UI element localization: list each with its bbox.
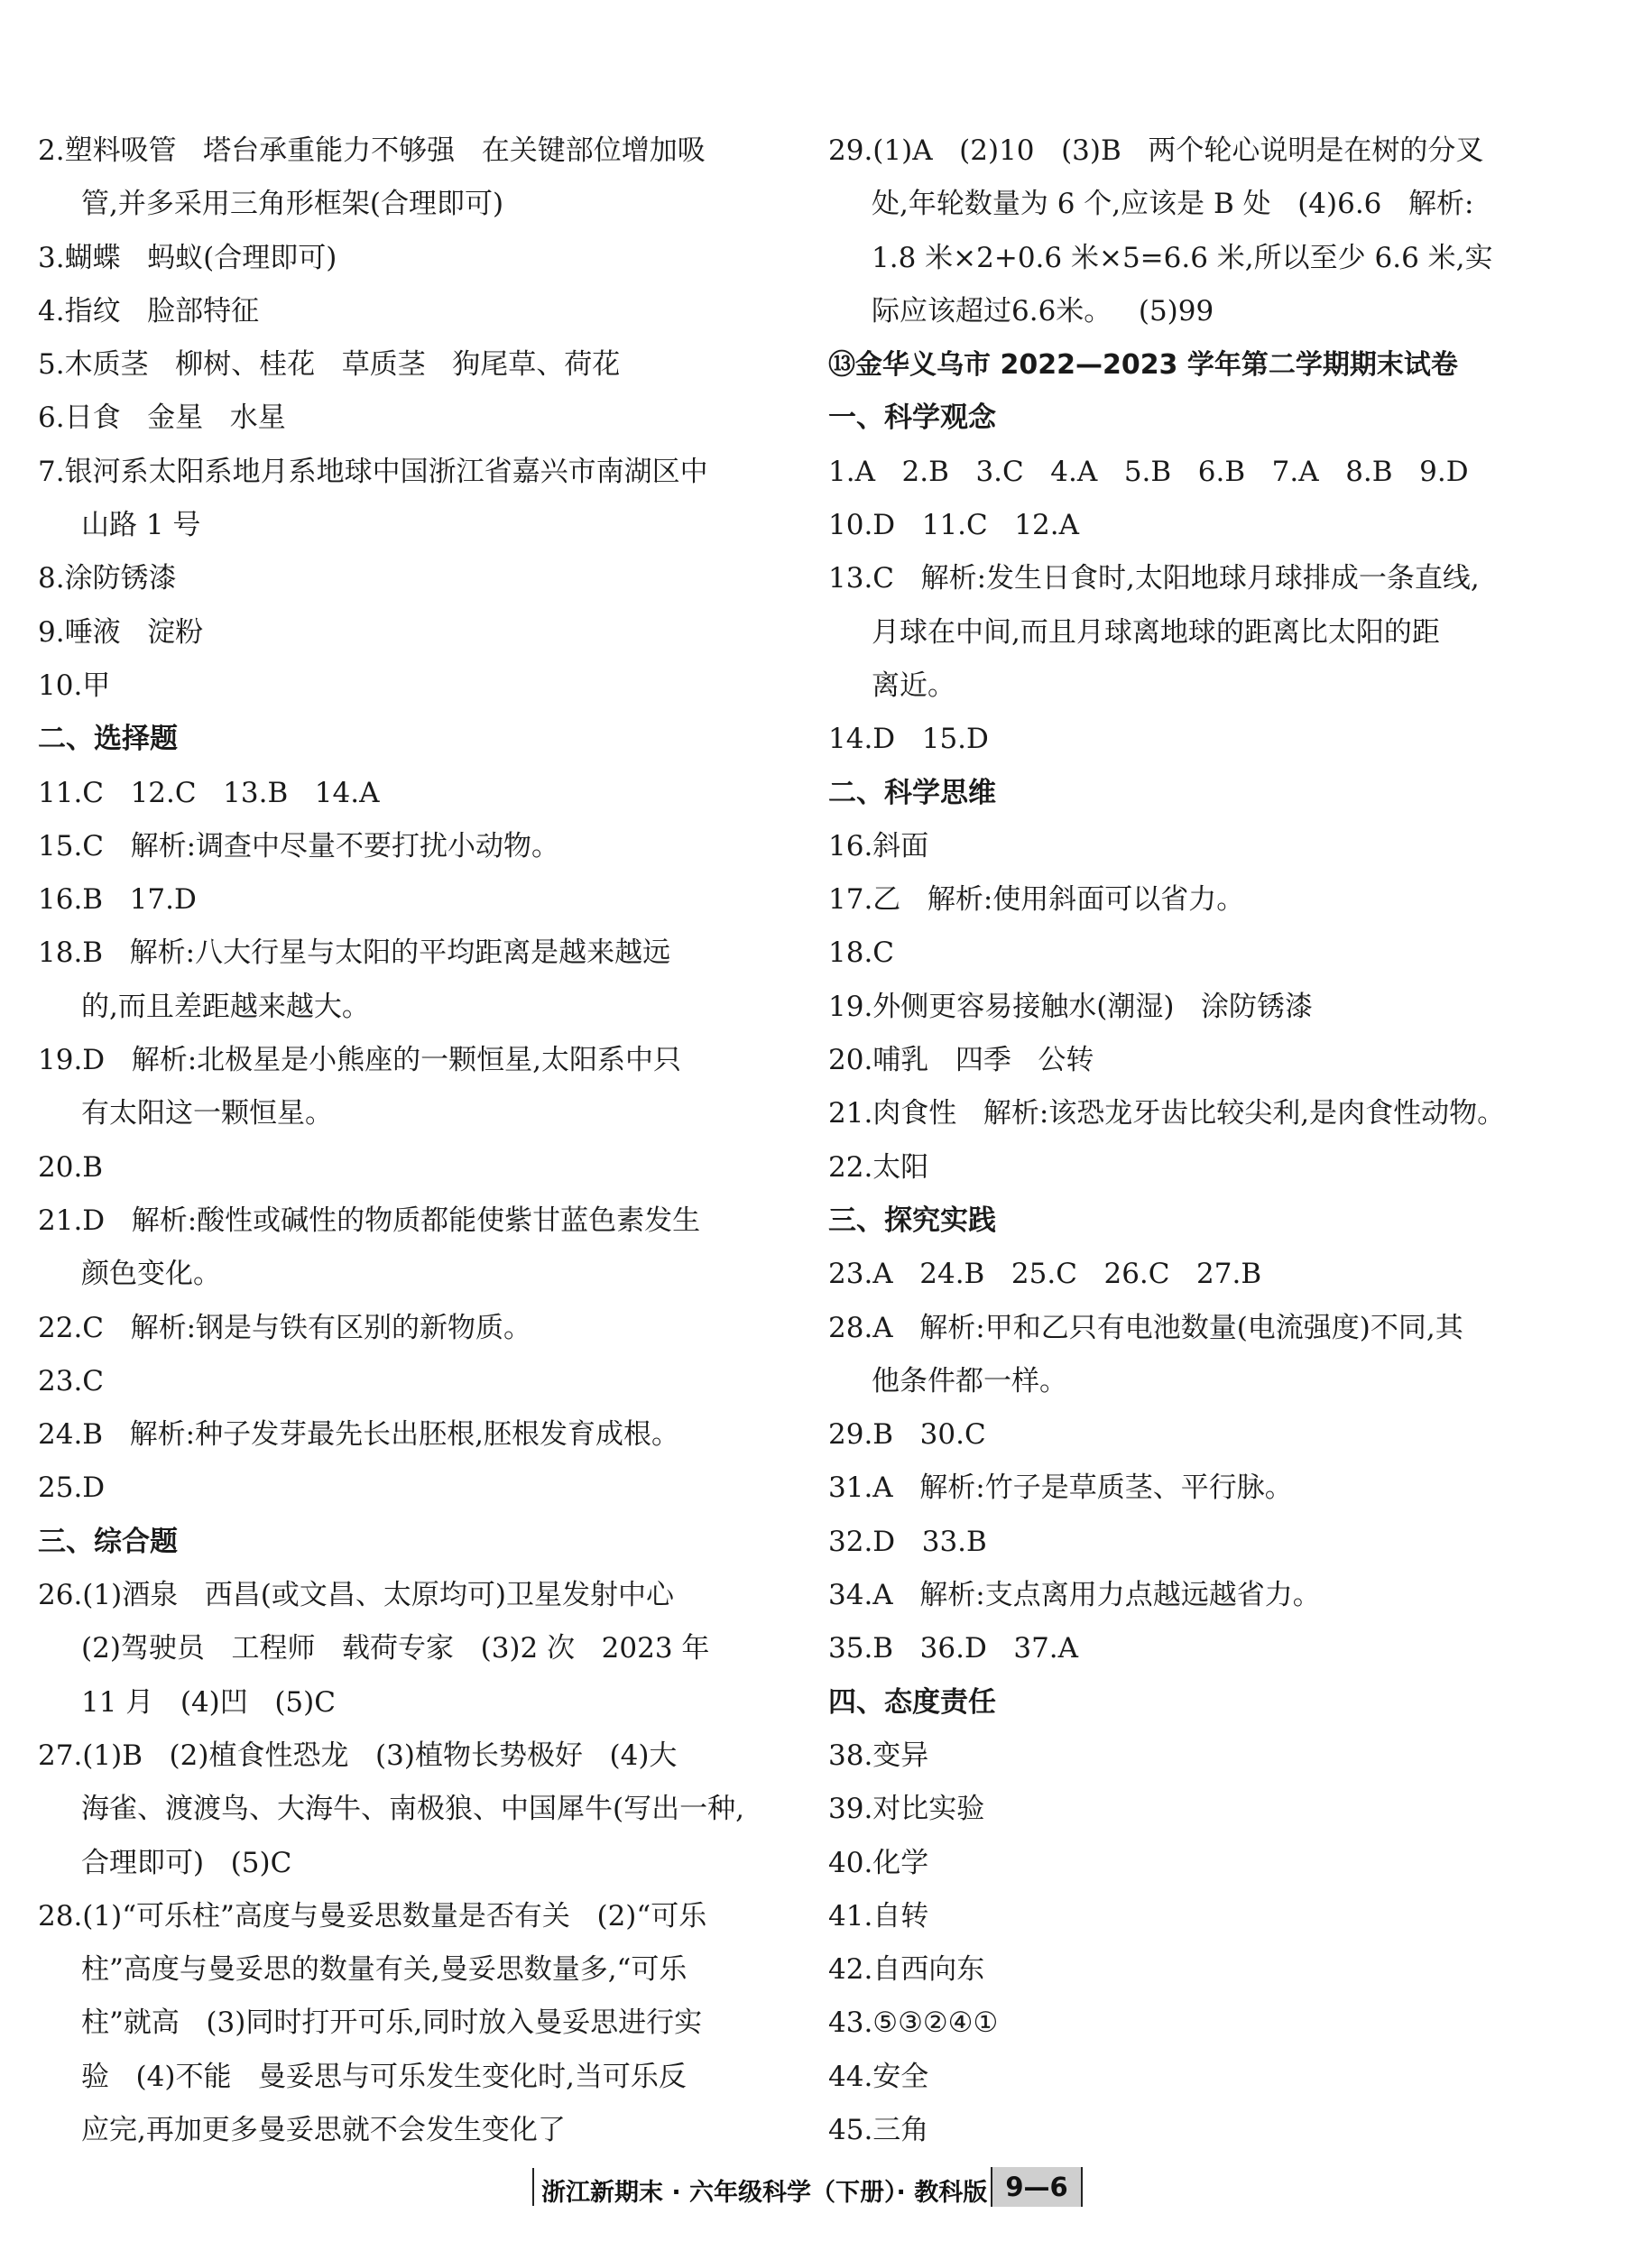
answer-line: 20.B: [38, 1150, 104, 1184]
answer-line: 32.D 33.B: [828, 1525, 987, 1558]
answer-line: 15.C 解析:调查中尽量不要打扰小动物。: [38, 829, 560, 862]
answer-line: 23.A 24.B 25.C 26.C 27.B: [828, 1258, 1262, 1291]
answer-line: 14.D 15.D: [828, 723, 989, 756]
answer-line: 27.(1)B (2)植食性恐龙 (3)植物长势极好 (4)大: [38, 1739, 678, 1772]
section-heading: 一、科学观念: [828, 401, 996, 435]
page-number: 9—6: [991, 2167, 1083, 2207]
section-heading: 二、选择题: [38, 723, 178, 756]
answer-line: 24.B 解析:种子发芽最先长出胚根,胚根发育成根。: [38, 1418, 679, 1452]
answer-line: 38.变异: [828, 1739, 929, 1772]
answer-line: 22.C 解析:钢是与铁有区别的新物质。: [38, 1311, 532, 1344]
answer-line: 合理即可) (5)C: [81, 1846, 292, 1879]
answer-line: 10.D 11.C 12.A: [828, 509, 1079, 542]
answer-line: 44.安全: [828, 2060, 929, 2093]
answer-line: 25.D: [38, 1471, 106, 1505]
answer-line: 1.8 米×2+0.6 米×5=6.6 米,所以至少 6.6 米,实: [872, 241, 1493, 274]
answer-line: 柱”高度与曼妥思的数量有关,曼妥思数量多,“可乐: [81, 1953, 688, 1987]
answer-line: 28.A 解析:甲和乙只有电池数量(电流强度)不同,其: [828, 1311, 1463, 1344]
answer-line: 41.自转: [828, 1899, 929, 1933]
answer-line: 18.C: [828, 936, 895, 970]
answer-line: 39.对比实验: [828, 1793, 985, 1826]
answer-line: 5.木质茎 柳树、桂花 草质茎 狗尾草、荷花: [38, 348, 621, 382]
section-heading: 三、探究实践: [828, 1204, 996, 1237]
answer-line: 40.化学: [828, 1846, 929, 1879]
answer-line: 18.B 解析:八大行星与太阳的平均距离是越来越远: [38, 936, 671, 970]
section-heading: 三、综合题: [38, 1525, 178, 1558]
answer-line: 16.斜面: [828, 829, 929, 862]
answer-line: 6.日食 金星 水星: [38, 401, 286, 435]
answer-line: 19.D 解析:北极星是小熊座的一颗恒星,太阳系中只: [38, 1044, 682, 1077]
answer-line: 的,而且差距越来越大。: [81, 990, 370, 1023]
answer-line: 验 (4)不能 曼妥思与可乐发生变化时,当可乐反: [81, 2060, 687, 2093]
answer-line: 应完,再加更多曼妥思就不会发生变化了: [81, 2113, 566, 2146]
answer-line: 31.A 解析:竹子是草质茎、平行脉。: [828, 1471, 1293, 1505]
answer-line: 17.乙 解析:使用斜面可以省力。: [828, 883, 1245, 917]
answer-line: 10.甲: [38, 669, 111, 702]
answer-line: 16.B 17.D: [38, 883, 197, 917]
answer-line: 7.银河系太阳系地月系地球中国浙江省嘉兴市南湖区中: [38, 455, 708, 488]
answer-line: 海雀、渡渡鸟、大海牛、南极狼、中国犀牛(写出一种,: [81, 1793, 744, 1826]
answer-line: 29.(1)A (2)10 (3)B 两个轮心说明是在树的分叉: [828, 134, 1484, 167]
answer-line: 1.A 2.B 3.C 4.A 5.B 6.B 7.A 8.B 9.D: [828, 455, 1469, 488]
answer-line: 23.C: [38, 1364, 105, 1398]
section-heading: ⑬金华义乌市 2022—2023 学年第二学期期末试卷: [828, 349, 1458, 382]
answer-line: 20.哺乳 四季 公转: [828, 1044, 1094, 1077]
answer-line: 34.A 解析:支点离用力点越远越省力。: [828, 1579, 1321, 1612]
answer-line: 42.自西向东: [828, 1953, 985, 1987]
answer-line: 13.C 解析:发生日食时,太阳地球月球排成一条直线,: [828, 562, 1480, 595]
answer-line: 8.涂防锈漆: [38, 562, 177, 595]
answer-line: 43.⑤③②④①: [828, 2006, 999, 2040]
answer-line: (2)驾驶员 工程师 载荷专家 (3)2 次 2023 年: [81, 1632, 710, 1665]
answer-line: 处,年轮数量为 6 个,应该是 B 处 (4)6.6 解析:: [872, 188, 1474, 221]
answer-line: 月球在中间,而且月球离地球的距离比太阳的距: [872, 615, 1440, 649]
answer-line: 他条件都一样。: [872, 1364, 1067, 1398]
answer-line: 3.蝴蝶 蚂蚁(合理即可): [38, 241, 337, 274]
answer-line: 4.指纹 脸部特征: [38, 294, 260, 327]
answer-line: 离近。: [872, 669, 955, 702]
answer-line: 21.D 解析:酸性或碱性的物质都能使紫甘蓝色素发生: [38, 1204, 701, 1237]
answer-line: 9.唾液 淀粉: [38, 615, 204, 649]
answer-line: 21.肉食性 解析:该恐龙牙齿比较尖利,是肉食性动物。: [828, 1097, 1506, 1130]
answer-line: 28.(1)“可乐柱”高度与曼妥思数量是否有关 (2)“可乐: [38, 1899, 707, 1933]
answer-line: 22.太阳: [828, 1150, 929, 1184]
left-column: [38, 125, 778, 2157]
answer-line: 颜色变化。: [81, 1258, 221, 1291]
answer-line: 26.(1)酒泉 西昌(或文昌、太原均可)卫星发射中心: [38, 1579, 674, 1612]
answer-line: 际应该超过6.6米。 (5)99: [872, 294, 1214, 327]
section-heading: 四、态度责任: [828, 1685, 996, 1719]
footer-divider: [532, 2168, 534, 2206]
right-column: [828, 125, 1559, 2157]
section-heading: 二、科学思维: [828, 776, 996, 809]
answer-line: 11.C 12.C 13.B 14.A: [38, 776, 380, 809]
answer-line: 山路 1 号: [81, 509, 201, 542]
answer-line: 35.B 36.D 37.A: [828, 1632, 1079, 1665]
answer-line: 19.外侧更容易接触水(潮湿) 涂防锈漆: [828, 990, 1314, 1023]
answer-line: 管,并多采用三角形框架(合理即可): [81, 188, 504, 221]
answer-line: 2.塑料吸管 塔台承重能力不够强 在关键部位增加吸: [38, 134, 706, 167]
answer-line: 11 月 (4)凹 (5)C: [81, 1685, 336, 1719]
answer-line: 45.三角: [828, 2113, 929, 2146]
answer-line: 29.B 30.C: [828, 1418, 986, 1452]
answer-line: 柱”就高 (3)同时打开可乐,同时放入曼妥思进行实: [81, 2006, 703, 2040]
footer-title: 浙江新期末 · 六年级科学（下册）· 教科版: [541, 2179, 988, 2207]
answer-line: 有太阳这一颗恒星。: [81, 1097, 333, 1130]
